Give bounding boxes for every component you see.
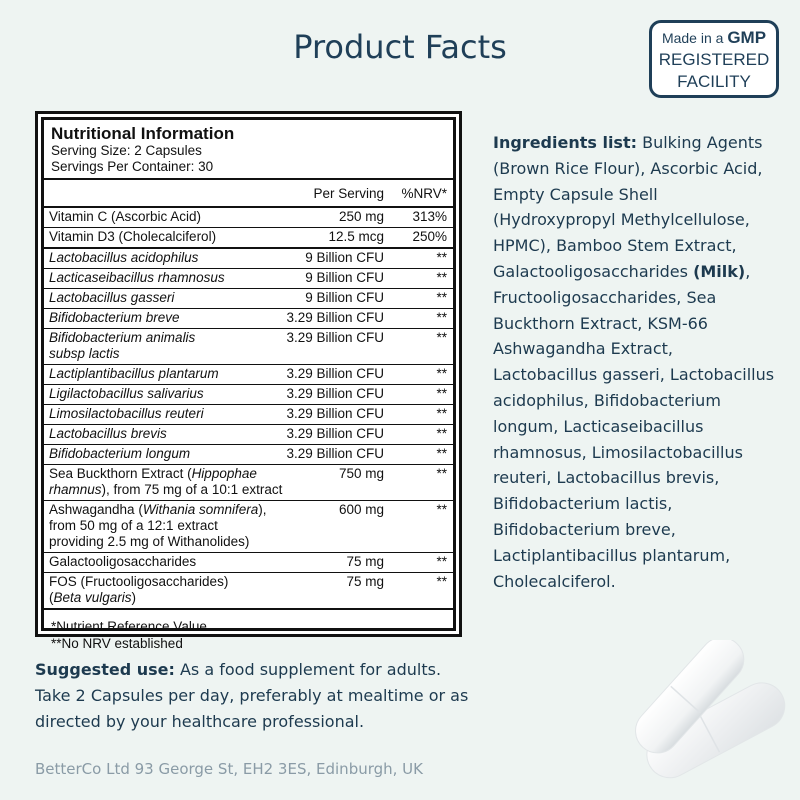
badge-gmp-text: GMP [727, 28, 767, 47]
row-name: Lactobacillus brevis [49, 426, 167, 441]
row-name-line1: FOS (Fructooligosaccharides) [49, 574, 229, 589]
row-amount: 3.29 Billion CFU [286, 366, 384, 381]
table-row [44, 329, 453, 365]
row-name: Lactobacillus gasseri [49, 290, 175, 305]
row-name: Lactiplantibacillus plantarum [49, 366, 219, 381]
row-amount: 75 mg [346, 574, 384, 589]
row-name [44, 502, 304, 550]
row-amount: 3.29 Billion CFU [286, 426, 384, 441]
ingredients-text: Bulking Agents (Brown Rice Flour), Ascorbic Acid, Empty Capsule Shell (Hydroxypropyl Methylcellulose, HPMC), Bamboo Stem Extract, Galactooligosaccharides [493, 133, 763, 281]
row-nrv: ** [436, 426, 447, 441]
row-name-part: rhamnus [49, 482, 102, 497]
row-name [44, 574, 284, 606]
row-nrv: ** [436, 386, 447, 401]
row-amount: 12.5 mcg [328, 229, 384, 244]
row-nrv: 250% [412, 229, 447, 244]
row-name-part: Hippophae [191, 466, 257, 481]
row-name [44, 466, 284, 498]
page-title: Product Facts [293, 28, 507, 66]
nutrition-header [44, 120, 453, 180]
company-address: BetterCo Ltd 93 George St, EH2 3ES, Edinburgh, UK [35, 760, 424, 778]
badge-line1-text: Made in a [661, 30, 728, 46]
nutrition-heading: Nutritional Information [51, 124, 235, 143]
row-name-part: Sea Buckthorn Extract ( [49, 466, 192, 481]
per-serving-header: Per Serving [313, 186, 384, 201]
row-name: Bifidobacterium breve [49, 310, 180, 325]
nrv-header: %NRV* [401, 186, 447, 201]
table-row [44, 208, 453, 228]
table-row [44, 573, 453, 610]
ingredients-label: Ingredients list: [493, 133, 637, 152]
table-row [44, 385, 453, 405]
row-name: Galactooligosaccharides [49, 554, 197, 569]
allergen-text: (Milk) [693, 261, 746, 281]
row-amount: 3.29 Billion CFU [286, 446, 384, 461]
row-nrv: ** [436, 250, 447, 265]
row-name: Vitamin D3 (Cholecalciferol) [49, 229, 217, 244]
table-row [44, 228, 453, 249]
row-name-part: ), from 75 mg of a 10:1 extract [101, 482, 283, 497]
panel-footnotes [44, 610, 453, 652]
suggested-use-text: As a food supplement for adults. Take 2 Capsules per day, preferably at mealtime or as directed by your healthcare professional. [35, 660, 469, 731]
badge-line3: FACILITY [677, 72, 751, 91]
row-name-part: from 50 mg of a 12:1 extract [49, 518, 218, 533]
row-amount: 750 mg [338, 466, 384, 481]
row-nrv: ** [436, 310, 447, 325]
gmp-badge [649, 20, 779, 98]
row-amount: 3.29 Billion CFU [286, 406, 384, 421]
row-name-part: Ashwagandha ( [49, 502, 143, 517]
row-nrv: ** [436, 446, 447, 461]
row-amount: 600 mg [338, 502, 384, 517]
row-nrv: ** [436, 466, 447, 481]
serving-size: Serving Size: 2 Capsules [51, 143, 202, 158]
row-nrv: ** [436, 554, 447, 569]
column-headers [44, 180, 453, 208]
table-row [44, 365, 453, 385]
row-name: Lactobacillus acidophilus [49, 250, 199, 265]
table-row [44, 465, 453, 501]
row-nrv: ** [436, 366, 447, 381]
footnote-no-nrv: **No NRV established [51, 636, 183, 651]
row-amount: 9 Billion CFU [305, 250, 384, 265]
row-nrv: ** [436, 290, 447, 305]
table-row [44, 501, 453, 553]
nutrition-panel [35, 111, 462, 651]
footnote-nrv: *Nutrient Reference Value [51, 619, 207, 634]
row-name-part: Beta vulgaris [53, 590, 132, 605]
row-name: Ligilactobacillus salivarius [49, 386, 204, 401]
row-amount: 9 Billion CFU [305, 290, 384, 305]
row-name: Limosilactobacillus reuteri [49, 406, 204, 421]
row-name: Vitamin C (Ascorbic Acid) [49, 209, 202, 224]
row-amount: 9 Billion CFU [305, 270, 384, 285]
row-amount: 3.29 Billion CFU [286, 386, 384, 401]
row-name-part: ), [258, 502, 267, 517]
row-nrv: ** [436, 330, 447, 345]
row-name [44, 330, 284, 362]
table-row [44, 289, 453, 309]
row-amount: 3.29 Billion CFU [286, 310, 384, 325]
row-nrv: ** [436, 270, 447, 285]
row-name: Lacticaseibacillus rhamnosus [49, 270, 225, 285]
servings-per-container: Servings Per Container: 30 [51, 159, 214, 174]
row-nrv: ** [436, 502, 447, 517]
table-row [44, 405, 453, 425]
suggested-use-label: Suggested use: [35, 660, 175, 679]
row-name: Bifidobacterium longum [49, 446, 191, 461]
row-amount: 250 mg [338, 209, 384, 224]
row-nrv: 313% [412, 209, 447, 224]
capsules-image [600, 640, 800, 800]
badge-line2: REGISTERED [658, 50, 770, 69]
ingredients-list [493, 130, 778, 594]
table-row [44, 445, 453, 465]
row-name-part: Withania somnifera [142, 502, 259, 517]
ingredients-text-continued: , Fructooligosaccharides, Sea Buckthorn Extract, KSM-66 Ashwagandha Extract, Lactobacillus gasseri, Lactobacillus acidophilus, Bifidobacterium longum, Lacticaseibacillus rhamnosus, Limosilactobacillus reuteri, Lactobacillus brevis, Bifidobacterium lactis, Bifidobacterium breve, Lactiplantibacillus plantarum, Cholecalciferol. [493, 261, 775, 591]
row-name-line2: subsp lactis [49, 346, 120, 361]
row-name-line2: (Beta vulgaris) [49, 590, 137, 605]
table-row [44, 553, 453, 573]
table-row [44, 309, 453, 329]
suggested-use [35, 657, 475, 735]
table-row [44, 269, 453, 289]
row-amount: 75 mg [346, 554, 384, 569]
row-amount: 3.29 Billion CFU [286, 330, 384, 345]
table-row [44, 249, 453, 269]
row-nrv: ** [436, 406, 447, 421]
table-row [44, 425, 453, 445]
row-nrv: ** [436, 574, 447, 589]
row-name-part: providing 2.5 mg of Withanolides) [49, 534, 250, 549]
row-name-line1: Bifidobacterium animalis [49, 330, 196, 345]
